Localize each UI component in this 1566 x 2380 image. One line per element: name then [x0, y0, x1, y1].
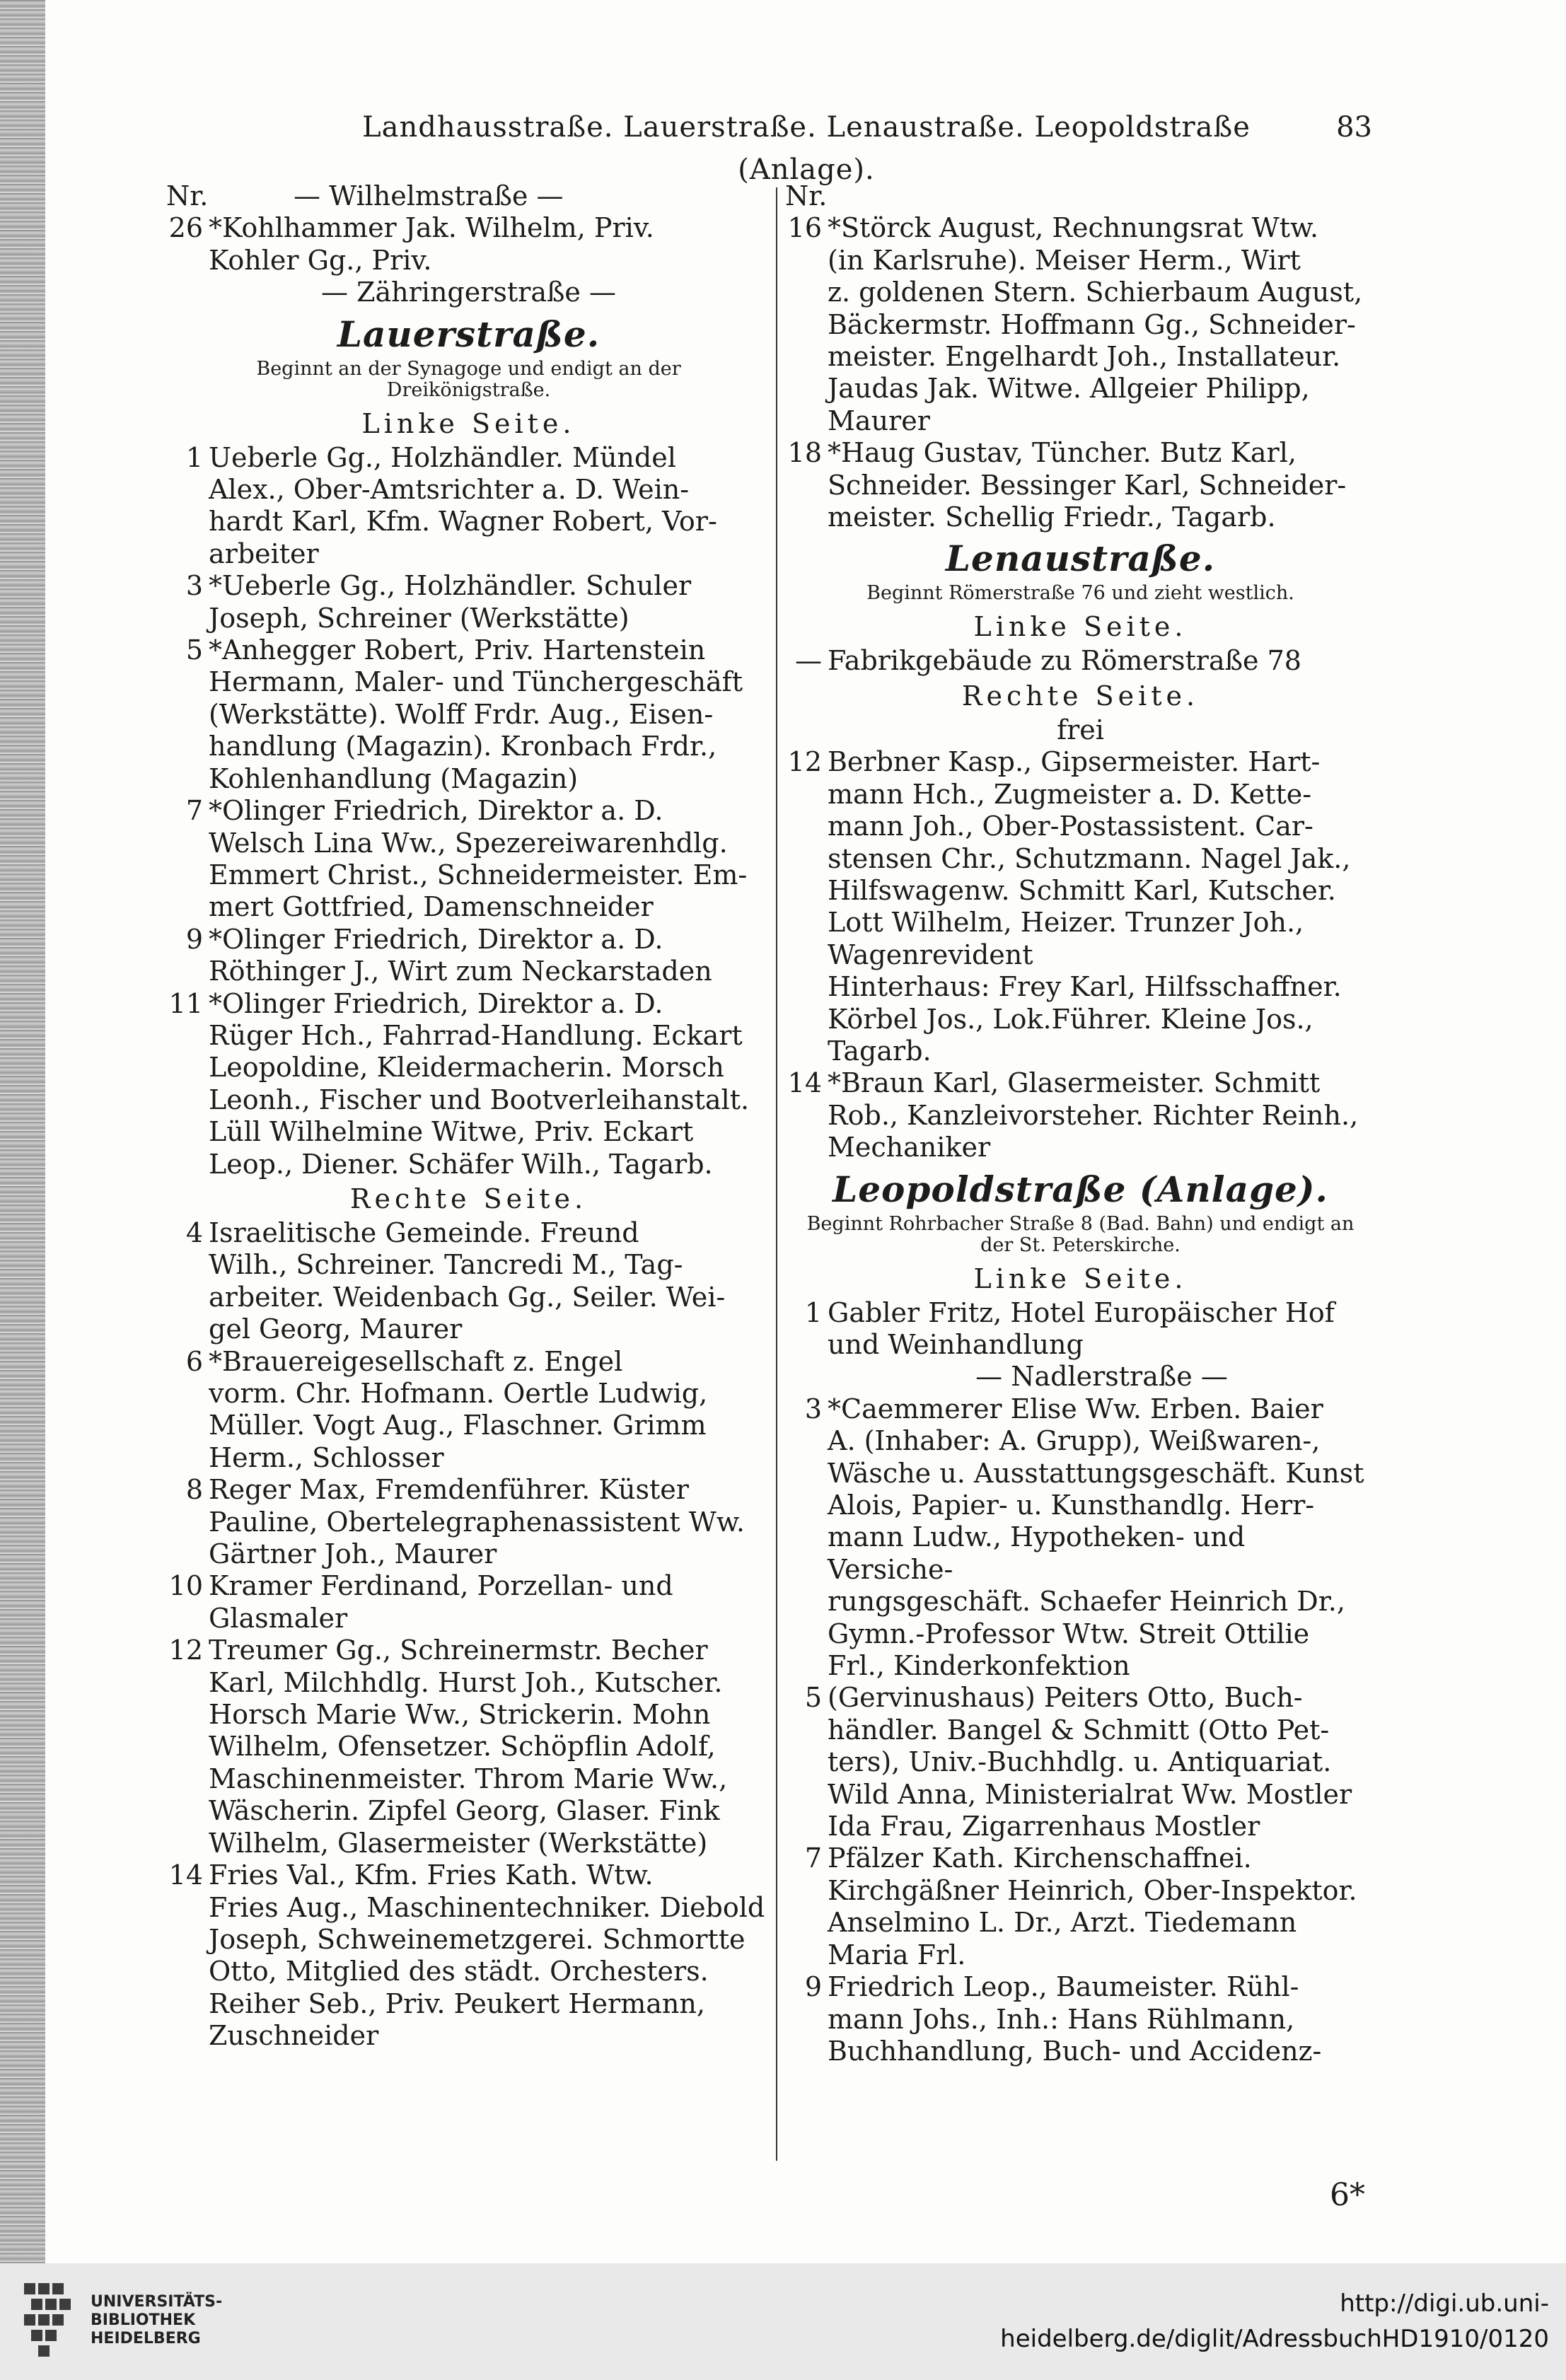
entry-line: Welsch Lina Ww., Spezereiwarenhdlg. [209, 827, 728, 859]
entry-line: Wilhelm, Glasermeister (Werkstätte) [209, 1827, 708, 1859]
address-entry-9r [785, 1971, 1376, 2067]
entry-line: Hermann, Maler- und Tünchergeschäft [209, 666, 743, 698]
entry-line: Kirchgäßner Heinrich, Ober-Inspektor. [828, 1874, 1357, 1906]
entry-line: rungsgeschäft. Schaefer Heinrich Dr., [828, 1586, 1345, 1618]
house-number: 1 [185, 441, 203, 473]
entry-line: Fabrikgebäude zu Römerstraße 78 [828, 645, 1301, 677]
entry-line: Maria Frl. [828, 1939, 966, 1970]
house-number: 5 [804, 1682, 822, 1714]
address-entry-9 [166, 924, 771, 988]
house-number: 7 [804, 1842, 822, 1874]
address-entry-1 [166, 442, 771, 571]
address-entry-8 [166, 1474, 771, 1570]
entry-line: Horsch Marie Ww., Strickerin. Mohn [209, 1699, 711, 1731]
column-header-row [166, 180, 771, 212]
entry-line: Wagenrevident [828, 939, 1033, 970]
library-name-line: UNIVERSITÄTS- [91, 2293, 223, 2311]
entry-line: *Ueberle Gg., Holzhändler. Schuler [209, 570, 692, 602]
entry-line: Rob., Kanzleivorsteher. Richter Reinh., [828, 1099, 1359, 1131]
library-logo-icon [21, 2279, 78, 2364]
entry-line: meister. Schellig Friedr., Tagarb. [828, 501, 1276, 533]
street-description: Beginnt Römerstraße 76 und zieht westlich. [866, 582, 1294, 605]
entry-line: *Braun Karl, Glasermeister. Schmitt [828, 1067, 1321, 1099]
entry-line: Herm., Schlosser [209, 1441, 444, 1473]
address-entry-12 [166, 1635, 771, 1859]
house-number: — [795, 645, 822, 677]
entry-line: Israelitische Gemeinde. Freund [209, 1217, 639, 1248]
house-number: 5 [185, 634, 203, 666]
entry-line: Tagarb. [828, 1035, 932, 1067]
house-number: 26 [168, 212, 203, 244]
street-description: Beginnt an der Synagoge und endigt an der Dreikönigstraße. [256, 357, 681, 401]
entry-line: Frl., Kinderkonfektion [828, 1650, 1130, 1682]
entry-line: Wäscherin. Zipfel Georg, Glaser. Fink [209, 1795, 720, 1827]
house-number: 10 [168, 1570, 203, 1602]
entry-line: Bäckermstr. Hoffmann Gg., Schneider- [828, 308, 1356, 340]
entry-line: Joseph, Schreiner (Werkstätte) [209, 602, 630, 634]
entry-line: Wild Anna, Ministerialrat Ww. Mostler [828, 1778, 1352, 1810]
address-entry-3 [166, 570, 771, 634]
column-header-row [785, 180, 1376, 212]
address-entry-5 [166, 634, 771, 795]
entry-line: Kramer Ferdinand, Porzellan- und [209, 1570, 673, 1602]
entry-line: Reger Max, Fremdenführer. Küster [209, 1474, 689, 1506]
entry-line: händler. Bangel & Schmitt (Otto Pet- [828, 1714, 1330, 1746]
left-column [166, 180, 771, 2053]
entry-line: Leop., Diener. Schäfer Wilh., Tagarb. [209, 1148, 713, 1180]
library-name-line: HEIDELBERG [91, 2330, 201, 2347]
address-entry-7r [785, 1842, 1376, 1971]
entry-line: Lüll Wilhelmine Witwe, Priv. Eckart [209, 1116, 694, 1148]
street-heading-leopold: Leopoldstraße (Anlage). [833, 1168, 1328, 1210]
entry-line: meister. Engelhardt Joh., Installateur. [828, 341, 1341, 373]
house-number: 4 [185, 1217, 203, 1248]
entry-line: arbeiter [209, 538, 319, 569]
house-number: 11 [168, 987, 203, 1019]
house-number: 16 [787, 212, 822, 244]
entry-line: Berbner Kasp., Gipsermeister. Hart- [828, 746, 1321, 778]
entry-line: arbeiter. Weidenbach Gg., Seiler. Wei- [209, 1281, 726, 1313]
entry-line: Gabler Fritz, Hotel Europäischer Hof [828, 1296, 1335, 1328]
entry-line: *Olinger Friedrich, Direktor a. D. [209, 795, 663, 827]
cross-street-nadler: — Nadlerstraße — [975, 1361, 1228, 1393]
entry-line: mann Ludw., Hypotheken- und Versiche- [828, 1521, 1246, 1585]
entry-line: ters), Univ.-Buchhdlg. u. Antiquariat. [828, 1746, 1332, 1778]
street-heading-lenau: Lenaustraße. [945, 538, 1216, 580]
entry-line: Kohler Gg., Priv. [209, 244, 432, 276]
entry-line: Treumer Gg., Schreinermstr. Becher [209, 1635, 708, 1666]
address-entry-1r [785, 1297, 1376, 1362]
entry-line: Emmert Christ., Schneidermeister. Em- [209, 859, 748, 890]
entry-line: Kohlenhandlung (Magazin) [209, 762, 579, 794]
entry-line: *Anhegger Robert, Priv. Hartenstein [209, 634, 706, 666]
entry-line: Wäsche u. Ausstattungsgeschäft. Kunst [828, 1457, 1364, 1489]
house-number: 14 [168, 1859, 203, 1891]
entry-line: Leopoldine, Kleidermacherin. Morsch [209, 1052, 724, 1084]
entry-line: handlung (Magazin). Kronbach Frdr., [209, 731, 717, 762]
side-heading-right: Rechte Seite. [349, 1183, 588, 1214]
entry-line: gel Georg, Maurer [209, 1313, 463, 1345]
entry-line: Mechaniker [828, 1132, 991, 1163]
address-entry-14 [166, 1859, 771, 2052]
house-number: 12 [787, 746, 822, 778]
cross-street-zaehringer: — Zähringerstraße — [321, 277, 616, 308]
entry-line: *Olinger Friedrich, Direktor a. D. [209, 923, 663, 955]
entry-line: Gymn.-Professor Wtw. Streit Ottilie [828, 1618, 1310, 1649]
entry-line: Wilh., Schreiner. Tancredi M., Tag- [209, 1249, 683, 1281]
entry-line: Fries Val., Kfm. Fries Kath. Wtw. [209, 1859, 654, 1891]
address-entry-4 [166, 1217, 771, 1346]
address-entry-10 [166, 1570, 771, 1635]
entry-line: (in Karlsruhe). Meiser Herm., Wirt [828, 244, 1301, 276]
library-name [91, 2293, 303, 2348]
side-heading-left: Linke Seite. [973, 1262, 1188, 1294]
house-number: 12 [168, 1635, 203, 1666]
entry-line: Hinterhaus: Frey Karl, Hilfsschaffner. [828, 971, 1342, 1003]
street-heading-lauer: Lauerstraße. [337, 313, 601, 355]
house-number: 3 [804, 1393, 822, 1424]
entry-line: mann Johs., Inh.: Hans Rühlmann, [828, 2003, 1295, 2035]
address-entry-11 [166, 988, 771, 1180]
column-divider [776, 187, 777, 2161]
entry-line: Gärtner Joh., Maurer [209, 1538, 497, 1570]
address-entry-16 [785, 212, 1376, 437]
entry-line: Alois, Papier- u. Kunsthandlg. Herr- [828, 1490, 1315, 1521]
entry-line: Maurer [828, 405, 930, 436]
entry-line: Friedrich Leop., Baumeister. Rühl- [828, 1971, 1299, 2003]
entry-line: Pfälzer Kath. Kirchenschaffnei. [828, 1842, 1252, 1874]
page-title: Landhausstraße. Lauerstraße. Lenaustraße. Leopoldstraße (Anlage). [362, 111, 1251, 186]
address-entry-fabrik [785, 645, 1376, 677]
side-heading-left: Linke Seite. [973, 611, 1188, 643]
house-number: 9 [804, 1971, 822, 2003]
library-name-line: BIBLIOTHEK [91, 2311, 196, 2329]
side-heading-left: Linke Seite. [361, 407, 576, 439]
entry-line: Joseph, Schweinemetzgerei. Schmortte [209, 1923, 746, 1955]
entry-line: Otto, Mitglied des städt. Orchesters. [209, 1956, 709, 1987]
entry-line: A. (Inhaber: A. Grupp), Weißwaren-, [828, 1425, 1321, 1457]
house-number: 8 [185, 1474, 203, 1506]
entry-line: Maschinenmeister. Throm Marie Ww., [209, 1763, 728, 1794]
house-number: 3 [185, 570, 203, 602]
entry-line: *Olinger Friedrich, Direktor a. D. [209, 987, 663, 1019]
book-spine-edge [0, 0, 45, 2263]
column-header-nr: Nr. [166, 180, 209, 211]
house-number: 14 [787, 1067, 822, 1099]
entry-line: Körbel Jos., Lok.Führer. Kleine Jos., [828, 1003, 1313, 1035]
entry-line: *Störck August, Rechnungsrat Wtw. [828, 212, 1319, 244]
entry-line: Jaudas Jak. Witwe. Allgeier Philipp, [828, 373, 1310, 405]
entry-line: vorm. Chr. Hofmann. Oertle Ludwig, [209, 1378, 708, 1409]
entry-line: mert Gottfried, Damenschneider [209, 891, 654, 923]
entry-line: Hilfswagenw. Schmitt Karl, Kutscher. [828, 874, 1336, 906]
entry-line: Ida Frau, Zigarrenhaus Mostler [828, 1811, 1260, 1842]
entry-line: *Caemmerer Elise Ww. Erben. Baier [828, 1393, 1323, 1424]
address-entry-18 [785, 437, 1376, 533]
side-heading-right: Rechte Seite. [961, 680, 1200, 712]
house-number: 7 [185, 795, 203, 827]
entry-line: hardt Karl, Kfm. Wagner Robert, Vor- [209, 506, 717, 538]
address-entry-26 [166, 212, 771, 277]
address-entry-6 [166, 1346, 771, 1475]
address-entry-12r [785, 746, 1376, 1067]
entry-line: und Weinhandlung [828, 1328, 1084, 1360]
address-entry-5r [785, 1682, 1376, 1842]
column-header-nr: Nr. [785, 180, 828, 211]
entry-line: Pauline, Obertelegraphenassistent Ww. [209, 1506, 745, 1538]
entry-line: Zuschneider [209, 2020, 379, 2052]
address-entry-7 [166, 795, 771, 924]
entry-line: Wilhelm, Ofensetzer. Schöpflin Adolf, [209, 1731, 716, 1763]
entry-line: *Haug Gustav, Tüncher. Butz Karl, [828, 437, 1297, 469]
entry-line: Fries Aug., Maschinentechniker. Diebold [209, 1891, 765, 1923]
entry-line: (Werkstätte). Wolff Frdr. Aug., Eisen- [209, 698, 714, 730]
entry-line: Schneider. Bessinger Karl, Schneider- [828, 469, 1347, 501]
page-number: 83 [1336, 111, 1372, 144]
entry-line: *Kohlhammer Jak. Wilhelm, Priv. [209, 212, 654, 244]
sheet-signature: 6* [1330, 2177, 1365, 2213]
house-number: 1 [804, 1296, 822, 1328]
entry-line: Karl, Milchhdlg. Hurst Joh., Kutscher. [209, 1666, 723, 1698]
right-column [785, 180, 1376, 2067]
entry-line: Buchhandlung, Buch- und Accidenz- [828, 2035, 1322, 2067]
house-number: 6 [185, 1345, 203, 1377]
entry-line: Anselmino L. Dr., Arzt. Tiedemann [828, 1907, 1297, 1939]
cross-street-wilhelm: — Wilhelmstraße — [294, 180, 564, 211]
vacant-note: frei [1057, 714, 1104, 745]
entry-line: mann Joh., Ober-Postassistent. Car- [828, 811, 1313, 842]
entry-line: z. goldenen Stern. Schierbaum August, [828, 277, 1363, 308]
address-entry-3r [785, 1393, 1376, 1683]
address-entry-14r [785, 1067, 1376, 1163]
entry-line: Röthinger J., Wirt zum Neckarstaden [209, 956, 712, 987]
entry-line: Glasmaler [209, 1602, 348, 1634]
entry-line: Ueberle Gg., Holzhändler. Mündel [209, 441, 676, 473]
entry-line: Alex., Ober-Amtsrichter a. D. Wein- [209, 474, 690, 506]
entry-line: Rüger Hch., Fahrrad-Handlung. Eckart [209, 1019, 743, 1051]
entry-line: Leonh., Fischer und Bootverleihanstalt. [209, 1084, 750, 1115]
entry-line: mann Hch., Zugmeister a. D. Kette- [828, 778, 1312, 810]
entry-line: *Brauereigesellschaft z. Engel [209, 1345, 623, 1377]
entry-line: Reiher Seb., Priv. Peukert Hermann, [209, 1987, 705, 2019]
house-number: 18 [787, 437, 822, 469]
house-number: 9 [185, 923, 203, 955]
street-description: Beginnt Rohrbacher Straße 8 (Bad. Bahn) und endigt an der St. Peterskirche. [806, 1212, 1355, 1256]
entry-line: (Gervinushaus) Peiters Otto, Buch- [828, 1682, 1303, 1714]
entry-line: stensen Chr., Schutzmann. Nagel Jak., [828, 842, 1351, 874]
entry-line: Müller. Vogt Aug., Flaschner. Grimm [209, 1410, 707, 1441]
entry-line: Lott Wilhelm, Heizer. Trunzer Joh., [828, 907, 1304, 939]
source-url-link[interactable]: http://digi.ub.uni-heidelberg.de/diglit/AdressbuchHD1910/0120 [1000, 2289, 1549, 2353]
